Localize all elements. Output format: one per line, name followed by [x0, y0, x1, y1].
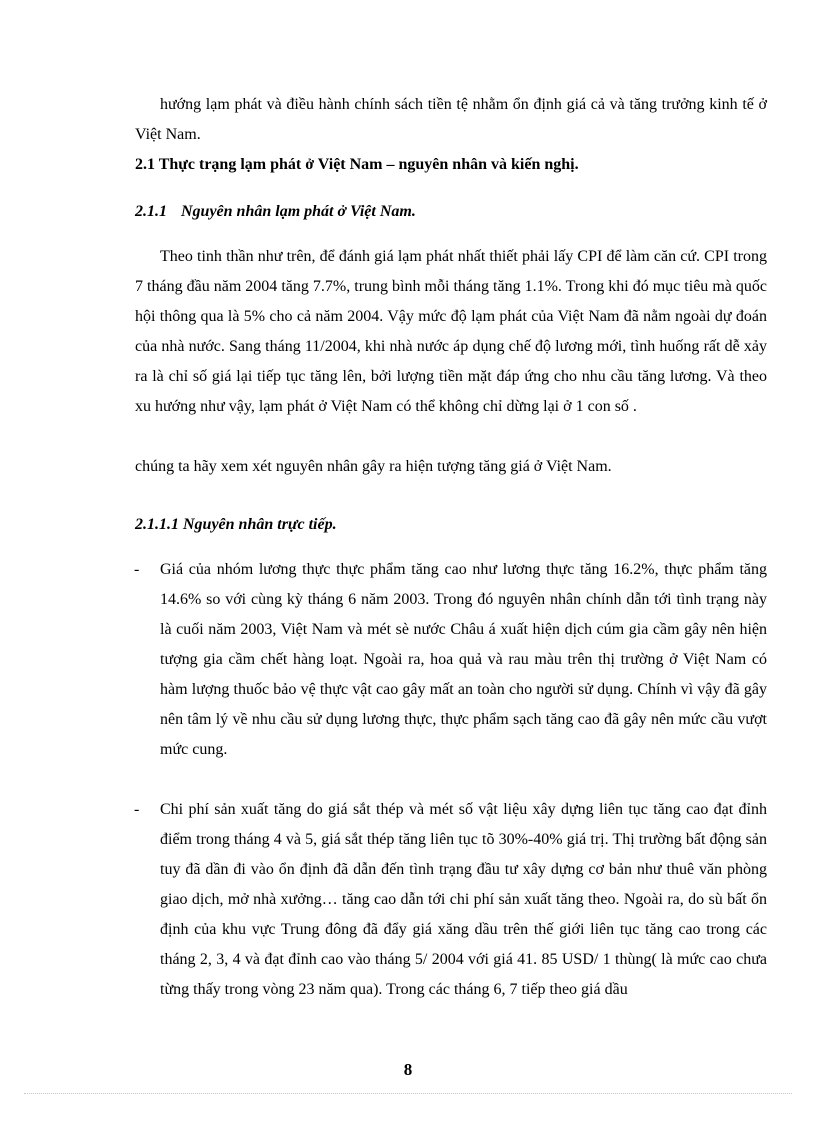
- list-item: [134, 555, 767, 765]
- page-number: 8: [403, 1060, 413, 1079]
- page-footer-divider: [24, 1093, 792, 1094]
- list-item-text: Chi phí sản xuất tăng do giá sắt thép và mét số vật liệu xây dựng liên tục tăng cao đạt đỉnh điểm trong tháng 4 và 5, giá sắt thép tăng liên tục tõ 30%-40% giá trị. Thị trường bất động sản tuy đã dần đi vào ổn định đã dẫn đến tình trạng đầu tư xây dựng cơ bản như thuê văn phòng giao dịch, mở nhà xưởng… tăng cao dẫn tới chi phí sản xuất tăng theo. Ngoài ra, do sù bất ổn định của khu vực Trung đông đã đẩy giá xăng dầu trên thế giới liên tục tăng cao trong các tháng 2, 3, 4 và đạt đỉnh cao vào tháng 5/ 2004 với giá 41. 85 USD/ 1 thùng( là mức cao chưa từng thấy trong vòng 23 năm qua). Trong các tháng 6, 7 tiếp theo giá dầu: [160, 801, 767, 998]
- subsection-number: 2.1.1: [135, 203, 167, 220]
- body-paragraph-tail: chúng ta hãy xem xét nguyên nhân gây ra hiện tượng tăng giá ở Việt Nam.: [135, 458, 612, 475]
- list-item-text: Giá của nhóm lương thực thực phẩm tăng cao như lương thực tăng 16.2%, thực phẩm tăng 14.6% so với cùng kỳ tháng 6 năm 2003. Trong đó nguyên nhân chính dẫn tới tình trạng này là cuối năm 2003, Việt Nam và mét sè nước Châu á xuất hiện dịch cúm gia cầm gây nên hiện tượng gia cầm chết hàng loạt. Ngoài ra, hoa quả và rau màu trên thị trường ở Việt Nam có hàm lượng thuốc bảo vệ thực vật cao gây mất an toàn cho người sử dụng. Chính vì vậy đã gây nên tâm lý về nhu cầu sử dụng lương thực, thực phẩm sạch tăng cao đã gây nên mức cầu vượt mức cung.: [160, 561, 767, 758]
- list-item: [134, 795, 767, 1005]
- bullet-dash: -: [134, 561, 140, 578]
- subsection-title: Nguyên nhân lạm phát ở Việt Nam.: [181, 203, 416, 220]
- subsubsection-heading: 2.1.1.1 Nguyên nhân trực tiếp.: [135, 516, 337, 533]
- bullet-dash: -: [134, 801, 140, 818]
- section-heading: 2.1 Thực trạng lạm phát ở Việt Nam – nguyên nhân và kiến nghị.: [135, 156, 579, 173]
- subsection-heading: [135, 197, 416, 227]
- intro-paragraph: hướng lạm phát và điều hành chính sách tiền tệ nhằm ổn định giá cả và tăng trưởng kinh tế ở Việt Nam.: [135, 96, 767, 143]
- body-paragraph: Theo tinh thần như trên, để đánh giá lạm phát nhất thiết phải lấy CPI để làm căn cứ. CPI trong 7 tháng đầu năm 2004 tăng 7.7%, trung bình mỗi tháng tăng 1.1%. Trong khi đó mục tiêu mà quốc hội thông qua là 5% cho cả năm 2004. Vậy mức độ lạm phát của Việt Nam đã nằm ngoài dự đoán của nhà nước. Sang tháng 11/2004, khi nhà nước áp dụng chế độ lương mới, tình huống rất dễ xảy ra là chỉ số giá lại tiếp tục tăng lên, bởi lượng tiền mặt đáp ứng cho nhu cầu tăng lương. Và theo xu hướng như vậy, lạm phát ở Việt Nam có thể không chỉ dừng lại ở 1 con số .: [135, 248, 767, 415]
